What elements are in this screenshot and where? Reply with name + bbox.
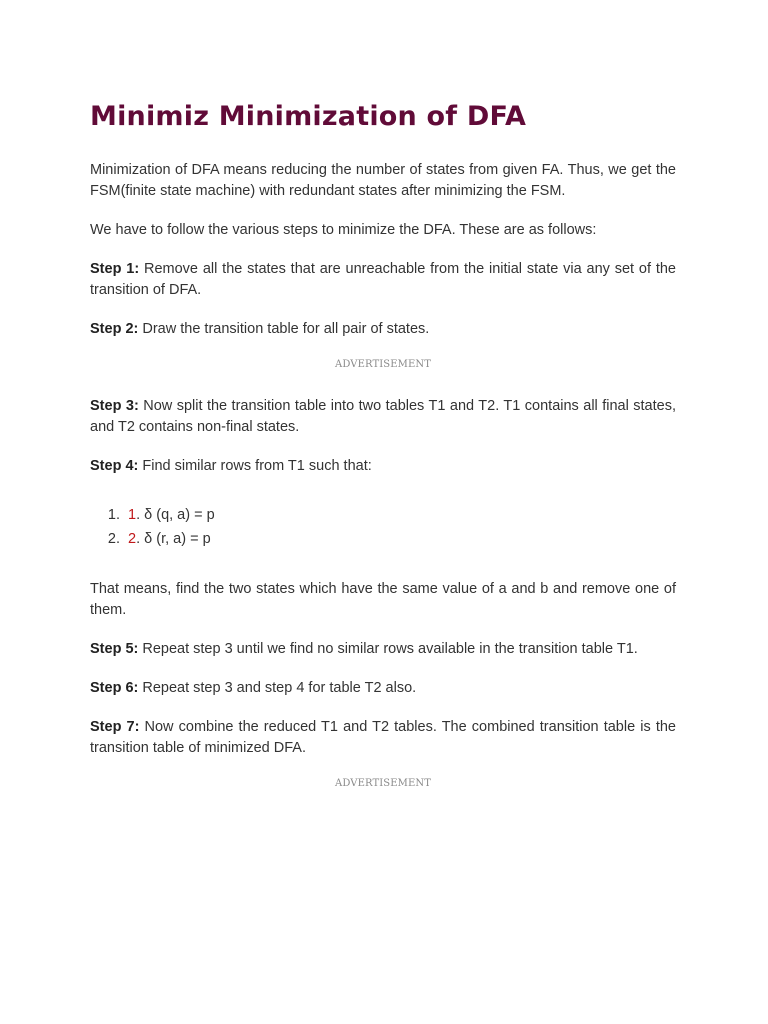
step-5 xyxy=(90,639,676,660)
list-item-text: . δ (q, a) = p xyxy=(136,507,215,523)
step-4 xyxy=(90,456,676,477)
article-content xyxy=(90,96,676,815)
step-text: Find similar rows from T1 such that: xyxy=(138,458,372,474)
list-item-text: . δ (r, a) = p xyxy=(136,531,211,547)
step-7 xyxy=(90,717,676,759)
step-text: Remove all the states that are unreachable from the initial state via any set of the transition of DFA. xyxy=(90,261,676,298)
intro-paragraph: Minimization of DFA means reducing the number of states from given FA. Thus, we get the FSM(finite state machine) with redundant states after minimizing the FSM. xyxy=(90,162,676,199)
list-item-number: 2 xyxy=(128,531,137,547)
step-text: Now combine the reduced T1 and T2 tables. The combined transition table is the transition table of minimized DFA. xyxy=(90,719,676,756)
list-item xyxy=(124,527,676,551)
step-6 xyxy=(90,678,676,699)
step-label: Step 5: xyxy=(90,641,139,657)
step-label: Step 7: xyxy=(90,719,140,735)
step-label: Step 1: xyxy=(90,261,140,277)
step-1 xyxy=(90,259,676,301)
follow-paragraph: We have to follow the various steps to minimize the DFA. These are as follows: xyxy=(90,222,597,238)
step-label: Step 4: xyxy=(90,458,139,474)
list-item-number: 1 xyxy=(128,507,137,523)
step-2 xyxy=(90,319,676,340)
step-label: Step 6: xyxy=(90,680,139,696)
step-text: Now split the transition table into two tables T1 and T2. T1 contains all final states, and T2 contains non-final states. xyxy=(90,398,676,435)
condition-list xyxy=(90,503,676,551)
step-text: Repeat step 3 until we find no similar rows available in the transition table T1. xyxy=(138,641,638,657)
page-title: Minimiz Minimization of DFA xyxy=(90,101,527,132)
list-item xyxy=(124,503,676,527)
step-3 xyxy=(90,396,676,438)
means-paragraph: That means, find the two states which have the same value of a and b and remove one of them. xyxy=(90,581,676,618)
step-label: Step 3: xyxy=(90,398,139,414)
advertisement-label: ADVERTISEMENT xyxy=(335,359,431,370)
step-text: Draw the transition table for all pair of states. xyxy=(138,321,430,337)
advertisement-label: ADVERTISEMENT xyxy=(335,778,431,789)
step-label: Step 2: xyxy=(90,321,139,337)
step-text: Repeat step 3 and step 4 for table T2 also. xyxy=(138,680,417,696)
